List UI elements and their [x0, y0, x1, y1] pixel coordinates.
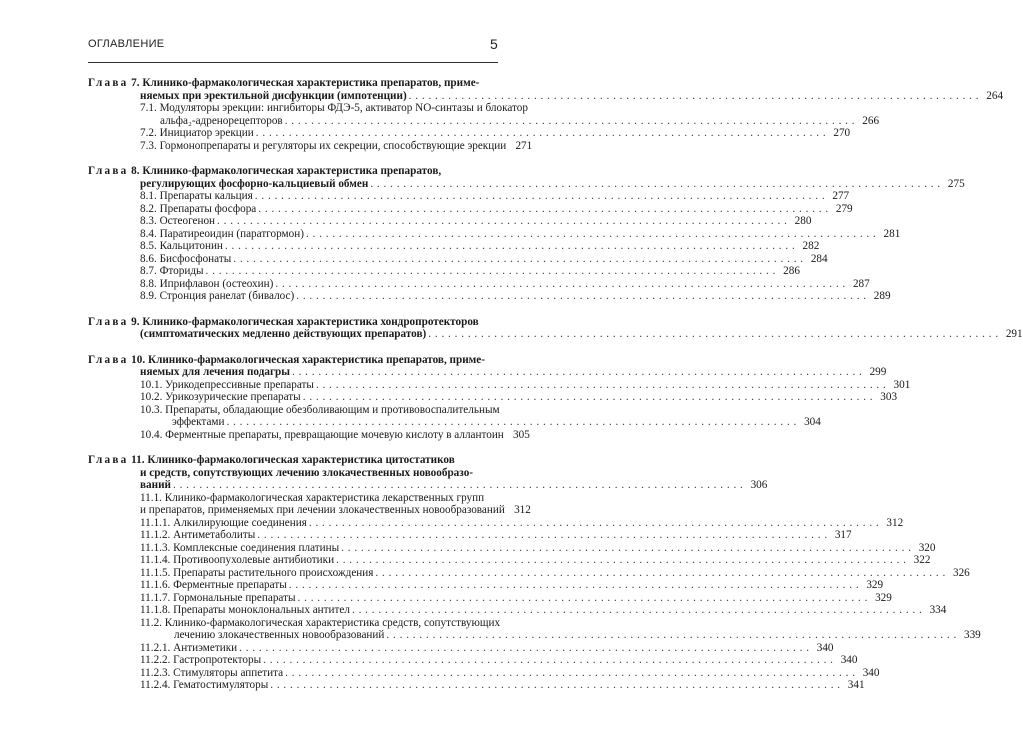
chapter-page: 275 — [947, 177, 965, 190]
chapter-title: 8. Клинико-фармакологическая характеристика препаратов, — [131, 165, 442, 177]
toc-entry: 11.2. Клинико-фармакологическая характеристика средств, сопутствующих — [140, 616, 501, 629]
chapter-title-line — [88, 177, 965, 191]
toc-entry: 8.2. Препараты фосфора . . . 279 — [88, 203, 498, 216]
chapter-label: Глава — [88, 77, 129, 89]
chapter-title: 11. Клинико-фармакологическая характеристика цитостатиков — [131, 454, 455, 466]
chapter-title-line — [88, 316, 498, 329]
toc-entry: 11.1.5. Препараты растительного происхождения . . . 326 — [88, 567, 498, 580]
toc-entry: 11.1.7. Гормональные препараты . . . 329 — [88, 592, 498, 605]
chapter-title-line — [88, 165, 498, 178]
chapter-title-line — [88, 354, 498, 367]
toc-entry-cont: эффектами . . . 304 — [88, 416, 498, 429]
toc-entry: 7.3. Гормонопрепараты и регуляторы их секреции, способствующие эрекции 271 — [140, 139, 533, 152]
chapter-label: Глава — [88, 353, 129, 366]
chapter-label: Глава — [88, 315, 129, 328]
chapter-label: Глава — [88, 454, 129, 466]
chapter-title-line — [88, 454, 498, 467]
chapter-10 — [88, 353, 911, 442]
toc-entry-cont: альфа₂-адренорецепторов . . . 266 — [88, 115, 498, 128]
toc-entry: 11.1.6. Ферментные препараты . . . 329 — [88, 579, 498, 592]
toc-entry: 8.1. Препараты кальция . . . 277 — [88, 190, 498, 203]
chapter-title: 9. Клинико-фармакологическая характеристика хондропротекторов — [131, 315, 479, 328]
toc-entry: 8.6. Бисфосфонаты . . . 284 — [88, 253, 498, 266]
toc-entry: 10.1. Урикодепрессивные препараты . . . 301 — [88, 379, 498, 392]
page-number: 5 — [490, 36, 498, 52]
toc-entry-cont: лечению злокачественных новообразований . . . 339 — [88, 629, 498, 642]
toc-entry: 8.8. Иприфлавон (остеохин) . . . 287 — [88, 278, 498, 291]
toc-entry: 8.7. Фториды . . . 286 — [88, 265, 498, 278]
chapter-page: 264 — [986, 89, 1004, 102]
toc-entry: 11.2.1. Антиэметики . . . 340 — [88, 642, 498, 655]
chapter-title-continued: и средств, сопутствующих лечению злокачественных новообразо- — [140, 466, 474, 479]
toc-entry: 8.4. Паратиреоидин (паратгормон) . . . 281 — [88, 228, 498, 241]
toc-entry: 11.1.4. Противоопухолевые антибиотики . . . 322 — [88, 554, 498, 567]
toc-entry: 10.4. Ферментные препараты, превращающие мочевую кислоту в аллантоин 305 — [140, 428, 530, 441]
chapter-7 — [88, 77, 1004, 152]
chapter-9 — [88, 315, 1023, 341]
chapter-8 — [88, 165, 965, 303]
chapter-title-line — [88, 366, 887, 379]
toc-entry: 7.1. Модуляторы эрекции: ингибиторы ФДЭ-5, активатор NO-синтазы и блокатор — [140, 102, 528, 114]
toc-entry-cont: и препаратов, применяемых при лечении злокачественных новообразований 312 — [140, 504, 531, 516]
toc-entry: 11.1. Клинико-фармакологическая характеристика лекарственных групп — [140, 491, 485, 504]
toc-entry: 8.5. Кальцитонин . . . 282 — [88, 240, 498, 253]
chapter-title-line — [88, 467, 498, 480]
toc-entry: 11.1.3. Комплексные соединения платины . . . 320 — [88, 542, 498, 555]
chapter-11 — [88, 454, 981, 692]
chapter-label: Глава — [88, 165, 129, 177]
chapter-title-line — [88, 89, 1004, 103]
chapter-title-line — [88, 77, 498, 90]
toc-entry: 11.2.2. Гастропротекторы . . . 340 — [88, 654, 498, 667]
toc-entry: 10.2. Урикозурические препараты . . . 303 — [88, 391, 498, 404]
chapter-title-line — [88, 328, 1023, 341]
header-rule — [88, 62, 498, 63]
chapter-page: 306 — [750, 479, 768, 491]
toc-entry: 11.1.2. Антиметаболиты . . . 317 — [88, 529, 498, 542]
toc-entry: 8.9. Стронция ранелат (бивалос) . . . 289 — [88, 290, 498, 303]
chapter-page: 299 — [869, 366, 887, 378]
toc-entry: 10.3. Препараты, обладающие обезболивающим и противовоспалительным — [140, 403, 500, 416]
toc-entry: 7.2. Инициатор эрекции . . . 270 — [88, 127, 498, 140]
chapter-title-continued: ваний — [140, 479, 171, 491]
chapter-title: 10. Клинико-фармакологическая характеристика препаратов, приме- — [131, 353, 485, 366]
chapter-title-continued: няемых для лечения подагры — [140, 366, 290, 378]
toc-entry: 11.2.3. Стимуляторы аппетита . . . 340 — [88, 667, 498, 680]
chapter-page: 291 — [1005, 328, 1023, 340]
chapter-title: 7. Клинико-фармакологическая характеристика препаратов, приме- — [131, 77, 480, 89]
toc-entry: 11.1.1. Алкилирующие соединения . . . 312 — [88, 517, 498, 530]
chapter-title-continued: няемых при эректильной дисфункции (импотенции) — [140, 89, 407, 102]
toc-entry: 11.1.8. Препараты моноклональных антител . . . 334 — [88, 604, 498, 617]
chapter-title-line — [88, 479, 768, 492]
chapter-title-continued: (симптоматических медленно действующих препаратов) — [140, 328, 427, 340]
table-of-contents — [88, 77, 1023, 692]
toc-entry: 8.3. Остеогенон . . . 280 — [88, 215, 498, 228]
toc-entry: 11.2.4. Гематостимуляторы . . . 341 — [88, 679, 498, 692]
chapter-title-continued: регулирующих фосфорно-кальциевый обмен — [140, 177, 369, 190]
running-head: ОГЛАВЛЕНИЕ — [88, 38, 165, 50]
